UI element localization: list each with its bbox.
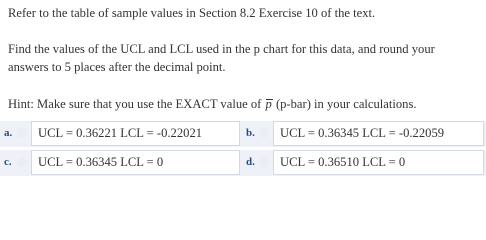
radio-button-c[interactable] (16, 156, 28, 168)
choice-text: UCL = 0.36510 LCL = 0 (280, 155, 406, 169)
choice-c[interactable] (0, 150, 242, 175)
choice-letter: b. (246, 127, 255, 139)
hint-text (8, 96, 417, 112)
hint-suffix: (p-bar) in your calculations. (272, 97, 417, 111)
radio-button-d[interactable] (258, 156, 270, 168)
choice-text: UCL = 0.36345 LCL = 0 (38, 155, 164, 169)
choice-letter: d. (246, 156, 255, 168)
p-bar-symbol: p (265, 97, 272, 111)
radio-button-a[interactable] (16, 127, 28, 139)
choice-letter: c. (4, 156, 12, 168)
choice-d[interactable] (242, 150, 486, 175)
choice-text: UCL = 0.36345 LCL = -0.22059 (280, 126, 445, 140)
choice-a[interactable] (0, 121, 242, 146)
choice-b[interactable] (242, 121, 486, 146)
question-reference-text: Refer to the table of sample values in Section 8.2 Exercise 10 of the text. (8, 6, 376, 20)
hint-prefix: Hint: Make sure that you use the EXACT value of (8, 97, 265, 111)
question-instruction-line-1: Find the values of the UCL and LCL used in the p chart for this data, and round your (8, 42, 435, 56)
choice-letter: a. (4, 127, 13, 139)
radio-button-b[interactable] (258, 127, 270, 139)
choice-text: UCL = 0.36221 LCL = -0.22021 (38, 126, 203, 140)
question-instruction-line-2: answers to 5 places after the decimal point. (8, 60, 226, 74)
answer-choices (0, 121, 486, 176)
